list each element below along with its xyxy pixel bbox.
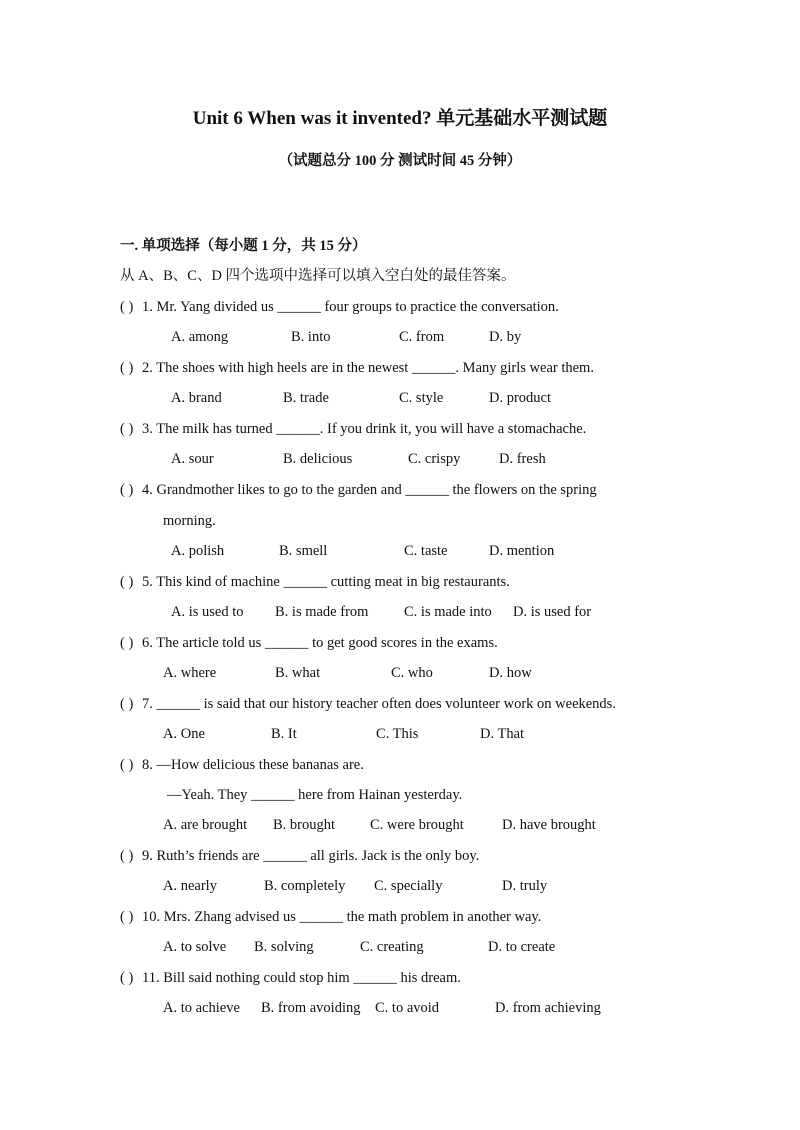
answer-option: C. taste [404, 543, 448, 559]
answer-option: B. from avoiding [261, 1000, 361, 1016]
answer-option: D. by [489, 329, 522, 345]
question-text: 1. Mr. Yang divided us ______ four groups to practice the conversation. [142, 299, 559, 315]
answer-blank: ( ) [120, 360, 134, 376]
question-text: 2. The shoes with high heels are in the newest ______. Many girls wear them. [142, 360, 594, 376]
answer-blank: ( ) [120, 635, 134, 651]
answer-blank: ( ) [120, 848, 134, 864]
question-stem [120, 968, 461, 988]
answer-option: A. is used to [171, 604, 244, 620]
answer-option: C. were brought [370, 817, 464, 833]
answer-option: D. That [480, 726, 525, 742]
answer-option: A. to solve [163, 939, 227, 955]
answer-option: B. solving [254, 939, 314, 955]
question-text: 3. The milk has turned ______. If you drink it, you will have a stomachache. [142, 421, 587, 437]
question-stem [120, 907, 541, 927]
question-text-continued: —Yeah. They ______ here from Hainan yesterday. [167, 787, 463, 803]
answer-option: D. have brought [502, 817, 596, 833]
answer-blank: ( ) [120, 757, 134, 773]
answer-option: D. product [489, 390, 552, 406]
answer-option: B. It [271, 726, 297, 742]
question-text: 11. Bill said nothing could stop him ______ his dream. [142, 970, 461, 986]
answer-option: C. style [399, 390, 444, 406]
answer-option: D. how [489, 665, 532, 681]
answer-option: A. to achieve [163, 1000, 240, 1016]
answer-option: D. fresh [499, 451, 546, 467]
answer-blank: ( ) [120, 696, 134, 712]
answer-option: D. from achieving [495, 1000, 601, 1016]
answer-option: C. from [399, 329, 445, 345]
answer-option: C. specially [374, 878, 443, 894]
answer-option: B. into [291, 329, 331, 345]
answer-option: A. nearly [163, 878, 217, 894]
answer-blank: ( ) [120, 421, 134, 437]
answer-option: C. who [391, 665, 433, 681]
question-stem [120, 755, 364, 775]
answer-option: D. truly [502, 878, 548, 894]
section-instruction: 从 A、B、C、D 四个选项中选择可以填入空白处的最佳答案。 [120, 268, 516, 284]
exam-subtitle: （试题总分 100 分 测试时间 45 分钟） [278, 153, 522, 169]
answer-option: A. where [163, 665, 217, 681]
answer-option: A. brand [171, 390, 222, 406]
answer-option: B. smell [279, 543, 328, 559]
question-stem [120, 419, 586, 439]
answer-option: A. One [163, 726, 205, 742]
question-stem [120, 480, 597, 500]
answer-blank: ( ) [120, 482, 134, 498]
answer-option: C. crispy [408, 451, 461, 467]
exam-title: Unit 6 When was it invented? 单元基础水平测试题 [192, 108, 608, 129]
answer-blank: ( ) [120, 299, 134, 315]
answer-blank: ( ) [120, 574, 134, 590]
question-text: 4. Grandmother likes to go to the garden and ______ the flowers on the spring [142, 482, 597, 498]
question-stem [120, 694, 616, 714]
question-text: 8. —How delicious these bananas are. [142, 757, 364, 773]
answer-option: C. to avoid [375, 1000, 440, 1016]
answer-option: B. what [275, 665, 321, 681]
question-stem [120, 846, 479, 866]
question-stem [120, 297, 559, 317]
question-stem [120, 572, 510, 592]
question-text: 10. Mrs. Zhang advised us ______ the math problem in another way. [142, 909, 542, 925]
section-heading: 一. 单项选择（每小题 1 分，共 15 分） [120, 238, 367, 254]
answer-option: D. is used for [513, 604, 592, 620]
answer-option: B. brought [273, 817, 336, 833]
answer-option: C. is made into [404, 604, 492, 620]
answer-option: D. mention [489, 543, 555, 559]
question-text: 9. Ruth’s friends are ______ all girls. Jack is the only boy. [142, 848, 480, 864]
answer-option: A. sour [171, 451, 214, 467]
answer-option: D. to create [488, 939, 556, 955]
question-text: 6. The article told us ______ to get good scores in the exams. [142, 635, 498, 651]
answer-option: A. polish [171, 543, 225, 559]
answer-option: A. among [171, 329, 229, 345]
question-text-continued: morning. [163, 513, 216, 529]
answer-option: B. delicious [283, 451, 353, 467]
answer-blank: ( ) [120, 909, 134, 925]
answer-blank: ( ) [120, 970, 134, 986]
answer-option: C. creating [360, 939, 424, 955]
answer-option: C. This [376, 726, 419, 742]
question-text: 7. ______ is said that our history teacher often does volunteer work on weekends. [142, 696, 616, 712]
answer-option: A. are brought [163, 817, 248, 833]
answer-option: B. is made from [275, 604, 369, 620]
answer-option: B. trade [283, 390, 329, 406]
question-text: 5. This kind of machine ______ cutting meat in big restaurants. [142, 574, 510, 590]
question-stem [120, 633, 498, 653]
answer-option: B. completely [264, 878, 346, 894]
question-stem [120, 358, 594, 378]
